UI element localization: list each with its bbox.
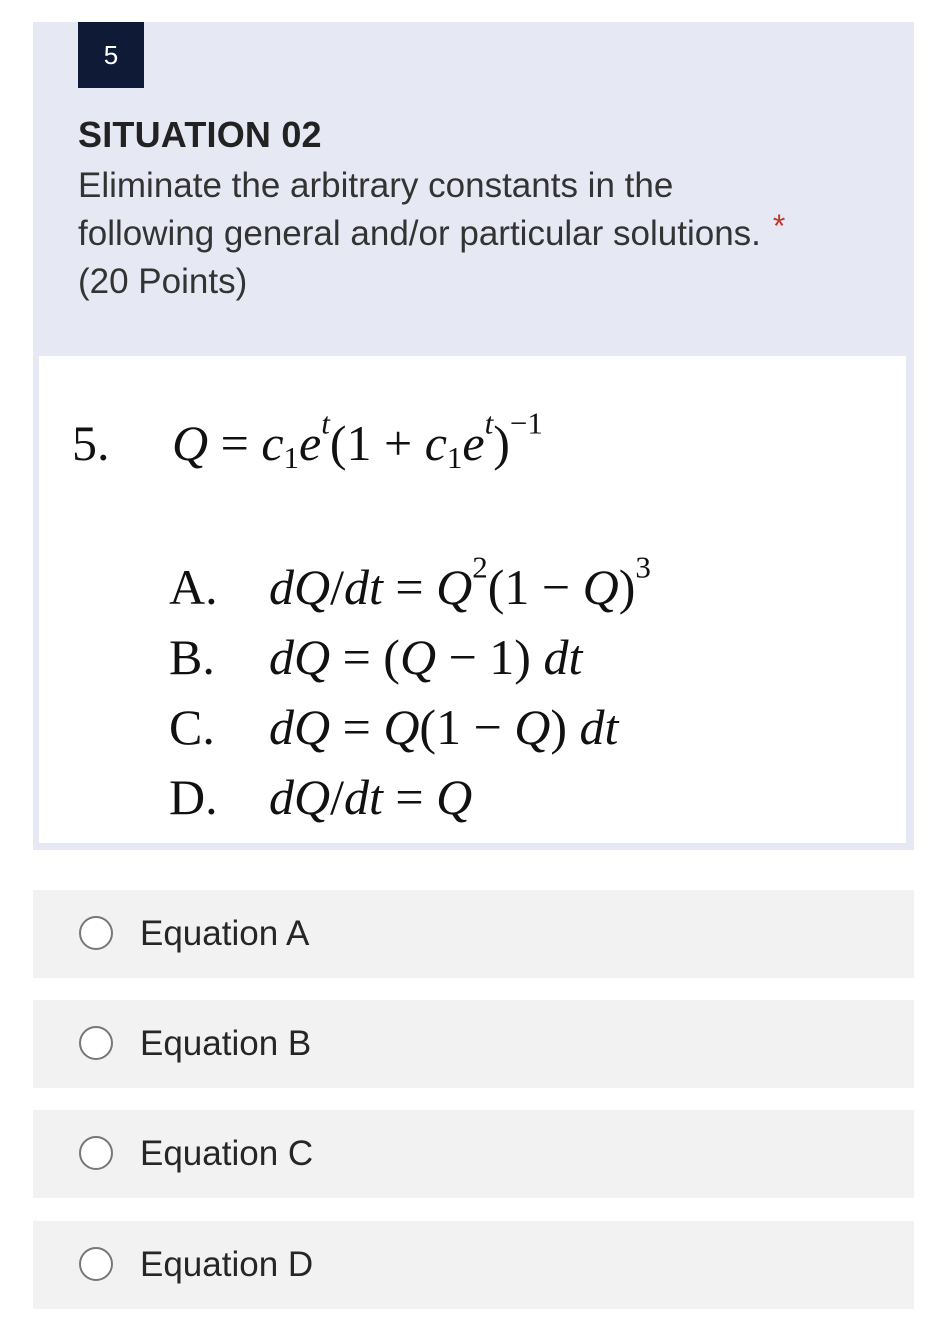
problem-equation: 5. $Q = c_1e^t(1 + c_1e^t)^{-1}$ [72, 405, 543, 475]
choice-letter: A. [169, 559, 218, 615]
question-title: SITUATION 02 [78, 114, 322, 155]
option-label: Equation B [140, 1024, 312, 1063]
option-equation-b[interactable] [33, 1000, 914, 1088]
radio-button[interactable] [79, 916, 113, 950]
problem-image [39, 356, 906, 843]
problem-choice-d: D. dQ/dt = Q [169, 769, 473, 825]
option-label: Equation A [140, 914, 310, 953]
choice-letter: B. [169, 629, 215, 685]
radio-button[interactable] [79, 1026, 113, 1060]
question-text-line-content: following general and/or particular solutions. [78, 214, 761, 253]
option-label: Equation D [140, 1245, 314, 1284]
option-equation-a[interactable] [33, 890, 914, 978]
question-text-line: Eliminate the arbitrary constants in the [78, 166, 674, 205]
option-equation-c[interactable] [33, 1110, 914, 1198]
problem-choice-c: C. dQ = Q(1 − Q) dt [169, 699, 619, 755]
problem-choice-a: A. $dQ/dt = Q^2(1 - Q)^3$ [169, 549, 651, 615]
radio-button[interactable] [79, 1136, 113, 1170]
question-card [33, 22, 914, 850]
choice-letter: D. [169, 769, 218, 825]
problem-item-number: 5. [72, 415, 110, 471]
question-text [78, 162, 878, 306]
required-marker: * [772, 208, 786, 244]
problem-choice-b: B. dQ = (Q − 1) dt [169, 629, 583, 685]
question-text-line: (20 Points) [78, 262, 248, 301]
question-number-badge: 5 [78, 22, 144, 88]
option-label: Equation C [140, 1134, 314, 1173]
option-equation-d[interactable] [33, 1221, 914, 1309]
question-text-line [78, 210, 878, 258]
radio-button[interactable] [79, 1247, 113, 1281]
choice-letter: C. [169, 699, 215, 755]
